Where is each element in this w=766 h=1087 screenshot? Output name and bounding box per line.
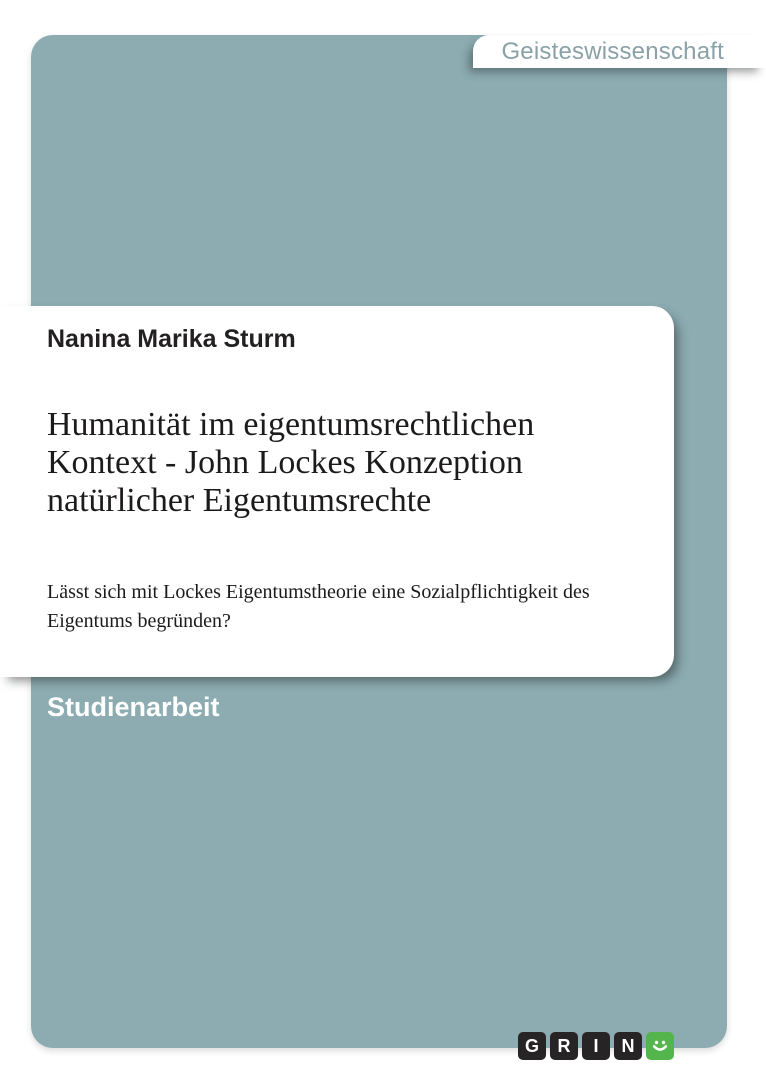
logo-letter: G — [524, 1036, 539, 1056]
subtitle-line: Eigentums begründen? — [47, 610, 231, 632]
publisher-logo — [518, 1032, 674, 1060]
title-box — [0, 306, 674, 677]
logo-letter-tile — [582, 1032, 610, 1060]
logo-smiley-tile — [646, 1032, 674, 1060]
logo-letter: I — [593, 1036, 599, 1056]
category-label: Geisteswissenschaft — [501, 37, 724, 65]
book-title — [47, 406, 534, 520]
smiley-icon — [649, 1035, 671, 1057]
title-line: Humanität im eigentumsrechtlichen — [47, 406, 535, 443]
book-subtitle — [47, 578, 590, 636]
author-name: Nanina Marika Sturm — [47, 325, 296, 353]
logo-letter-tile — [518, 1032, 546, 1060]
logo-letter-tile — [550, 1032, 578, 1060]
subtitle-line: Lässt sich mit Lockes Eigentumstheorie eine Sozialpflichtigkeit des — [47, 581, 590, 603]
logo-letter: N — [621, 1036, 635, 1056]
document-type-label: Studienarbeit — [47, 692, 220, 722]
title-line: Kontext - John Lockes Konzeption — [47, 444, 523, 481]
logo-letter-tile — [614, 1032, 642, 1060]
logo-letter: R — [557, 1036, 571, 1056]
title-line: natürlicher Eigentumsrechte — [47, 482, 432, 519]
category-tab — [473, 35, 766, 68]
